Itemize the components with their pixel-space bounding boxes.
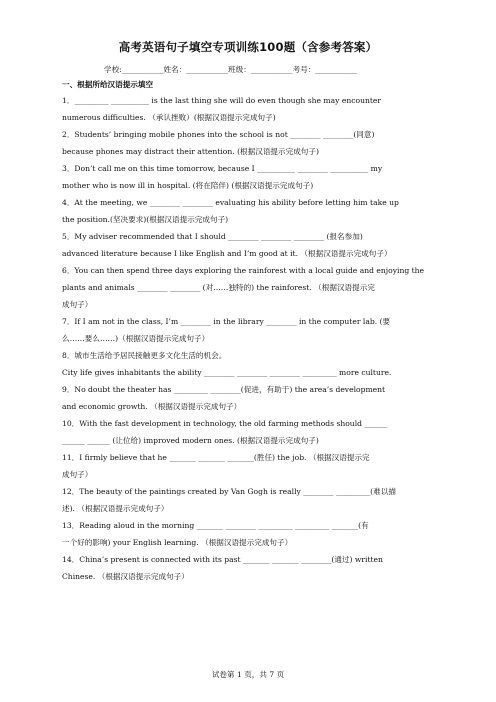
- question-line: and economic growth. （根据汉语提示完成句子）: [62, 402, 242, 411]
- question-line: 6．You can then spend three days exploring the rainforest with a local guide and enjoying the: [62, 266, 425, 275]
- question-line: 2．Students’ bringing mobile phones into the school is not ________ ________(同意): [62, 130, 375, 139]
- question-line: 5．My adviser recommended that I should ________ ________ ________ (报名参加): [62, 232, 363, 241]
- page-title: 高考英语句子填空专项训练100题（含参考答案）: [118, 40, 378, 54]
- question-line: 3．Don’t call me on this time tomorrow, because I __________ ________ __________ my: [62, 164, 383, 173]
- question-line: 4．At the meeting, we ________ ________ evaluating his ability before letting him take up: [62, 198, 399, 207]
- question-line: the position.(坚决要求)(根据汉语提示完成句子): [62, 215, 229, 224]
- question-line: numerous difficulties. （承认挫败）(根据汉语提示完成句子): [62, 113, 276, 122]
- question-line: 1．_________ __________ is the last thing she will do even though she may encounter: [62, 96, 382, 105]
- question-line: 述). （根据汉语提示完成句子）: [62, 504, 169, 513]
- question-line: ______ ______ (让位给) improved modern ones. (根据汉语提示完成句子): [62, 436, 319, 445]
- question-line: 成句子）: [62, 470, 93, 479]
- question-line: 13．Reading aloud in the morning _______ ________ _________ _________ _______(有: [62, 521, 369, 530]
- question-line: Chinese. （根据汉语提示完成句子）: [62, 572, 189, 581]
- question-line: 8．城市生活给予居民接触更多文化生活的机会。: [62, 351, 227, 360]
- question-line: 10．With the fast development in technology, the old farming methods should ______: [62, 419, 388, 428]
- question-line: 11．I firmly believe that he _______ _______ _______(胜任) the job. （根据汉语提示完: [62, 453, 370, 462]
- question-line: advanced literature because I like English and I’m good at it. （根据汉语提示完成句子）: [62, 249, 392, 258]
- question-list: [62, 92, 434, 585]
- page-footer: 试卷第 1 页，共 7 页: [211, 670, 285, 679]
- question-line: 一个好的影响) your English learning. （根据汉语提示完成句子）: [62, 538, 293, 547]
- question-line: 9．No doubt the theater has _________ ________(促进，有助于) the area’s development: [62, 385, 386, 394]
- question-line: City life gives inhabitants the ability ________ ________ ________ _________ more culture.: [62, 368, 392, 377]
- question-line: 成句子）: [62, 300, 93, 309]
- question-line: plants and animals ________ ________ (对……独特的) the rainforest. （根据汉语提示完: [62, 283, 375, 292]
- section-heading: 一、根据所给汉语提示填空: [62, 80, 154, 89]
- question-line: mother who is now ill in hospital. (将在陪伴) (根据汉语提示完成句子): [62, 181, 314, 190]
- question-line: 7．If I am not in the class, I’m ________ in the library ________ in the computer lab. (要: [62, 317, 391, 326]
- question-line: 14．China’s present is connected with its past _______ _______ ________(通过) written: [62, 555, 383, 564]
- question-line: because phones may distract their attention. (根据汉语提示完成句子): [62, 147, 319, 156]
- question-line: 12．The beauty of the paintings created by Van Gogh is really ________ _________(难以描: [62, 487, 396, 496]
- student-info-line: 学校:___________姓名：___________班级：___________考号：___________: [104, 65, 358, 74]
- question-line: 么……要么……)（根据汉语提示完成句子）: [62, 334, 210, 343]
